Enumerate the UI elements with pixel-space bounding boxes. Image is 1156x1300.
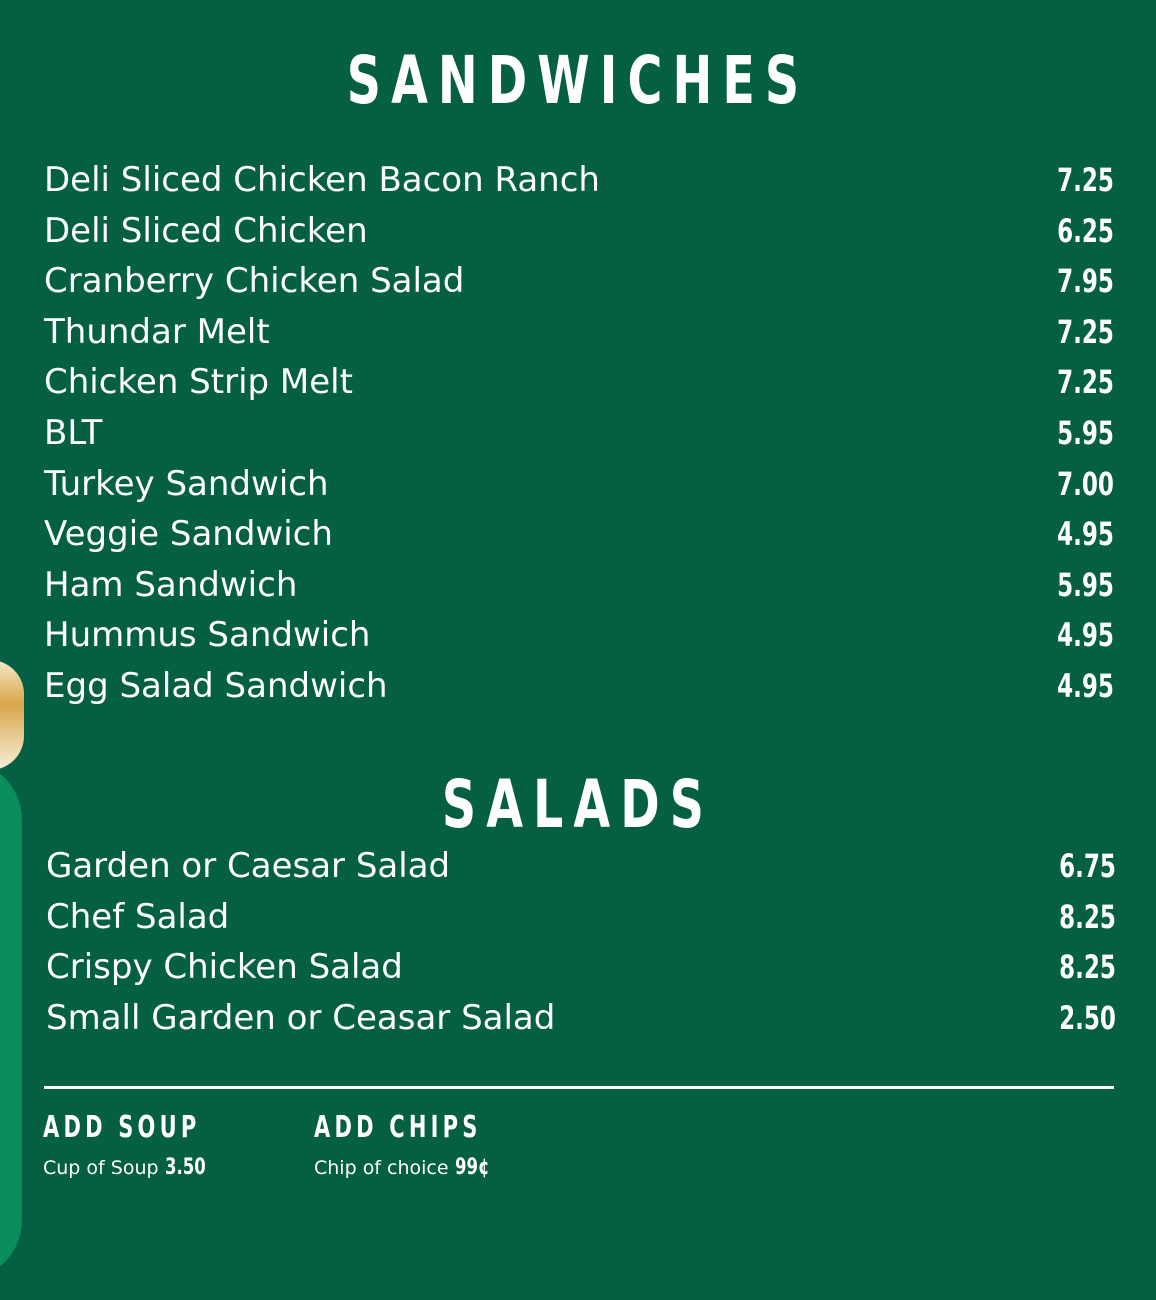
menu-item	[46, 894, 1116, 945]
add-soup-desc: Cup of Soup	[43, 1157, 159, 1179]
item-name: Small Garden or Ceasar Salad	[46, 997, 556, 1038]
add-soup-block	[43, 1108, 268, 1182]
item-name: BLT	[44, 412, 103, 453]
item-price: 6.25	[1057, 211, 1114, 250]
green-cup-image	[0, 760, 22, 1280]
sandwiches-list	[44, 157, 1114, 714]
item-name: Chicken Strip Melt	[44, 362, 353, 403]
add-chips-block	[314, 1108, 553, 1182]
item-price: 7.25	[1057, 363, 1114, 402]
item-name: Hummus Sandwich	[44, 615, 371, 656]
item-price: 7.25	[1057, 161, 1114, 199]
salads-heading: SALADS	[441, 766, 715, 843]
item-price: 7.25	[1057, 312, 1114, 351]
menu-item	[46, 995, 1116, 1046]
add-chips-title: ADD CHIPS	[314, 1110, 482, 1145]
item-name: Deli Sliced Chicken Bacon Ranch	[44, 160, 600, 200]
add-soup-desc-line	[43, 1154, 268, 1182]
item-price: 5.95	[1057, 413, 1114, 452]
add-soup-title: ADD SOUP	[43, 1110, 201, 1145]
menu-item	[44, 258, 1114, 309]
item-price: 8.25	[1059, 948, 1116, 987]
item-price: 4.95	[1057, 616, 1114, 655]
item-name: Egg Salad Sandwich	[44, 665, 388, 706]
item-name: Deli Sliced Chicken	[44, 210, 368, 251]
item-name: Cranberry Chicken Salad	[44, 261, 465, 302]
item-price: 5.95	[1057, 565, 1114, 604]
item-name: Chef Salad	[46, 896, 230, 937]
menu-item	[44, 359, 1114, 410]
item-name: Garden or Caesar Salad	[46, 846, 451, 886]
menu-item	[44, 157, 1114, 208]
item-name: Turkey Sandwich	[44, 463, 329, 504]
item-price: 2.50	[1059, 998, 1116, 1037]
menu-item	[44, 410, 1114, 461]
item-name: Veggie Sandwich	[44, 514, 333, 555]
item-name: Crispy Chicken Salad	[46, 947, 403, 988]
menu-item	[44, 663, 1114, 714]
item-name: Thundar Melt	[44, 311, 270, 352]
menu-item	[44, 309, 1114, 360]
menu-item	[44, 461, 1114, 512]
sandwiches-heading: SANDWICHES	[346, 42, 810, 119]
menu-item	[46, 944, 1116, 995]
add-chips-desc: Chip of choice	[314, 1157, 449, 1179]
section-divider	[44, 1086, 1114, 1089]
menu-item	[44, 511, 1114, 562]
add-chips-desc-line	[314, 1154, 553, 1182]
menu-item	[44, 562, 1114, 613]
item-price: 8.25	[1059, 897, 1116, 936]
item-price: 7.00	[1057, 464, 1114, 503]
item-name: Ham Sandwich	[44, 564, 298, 605]
add-soup-price: 3.50	[164, 1155, 206, 1180]
item-price: 7.95	[1057, 262, 1114, 301]
soup-cup-image	[0, 660, 24, 770]
menu-item	[44, 208, 1114, 259]
item-price: 6.75	[1059, 847, 1116, 885]
menu-item	[46, 843, 1116, 894]
salads-list	[46, 843, 1116, 1045]
item-price: 4.95	[1057, 515, 1114, 554]
add-chips-price: 99¢	[454, 1155, 490, 1180]
item-price: 4.95	[1057, 666, 1114, 705]
menu-item	[44, 612, 1114, 663]
